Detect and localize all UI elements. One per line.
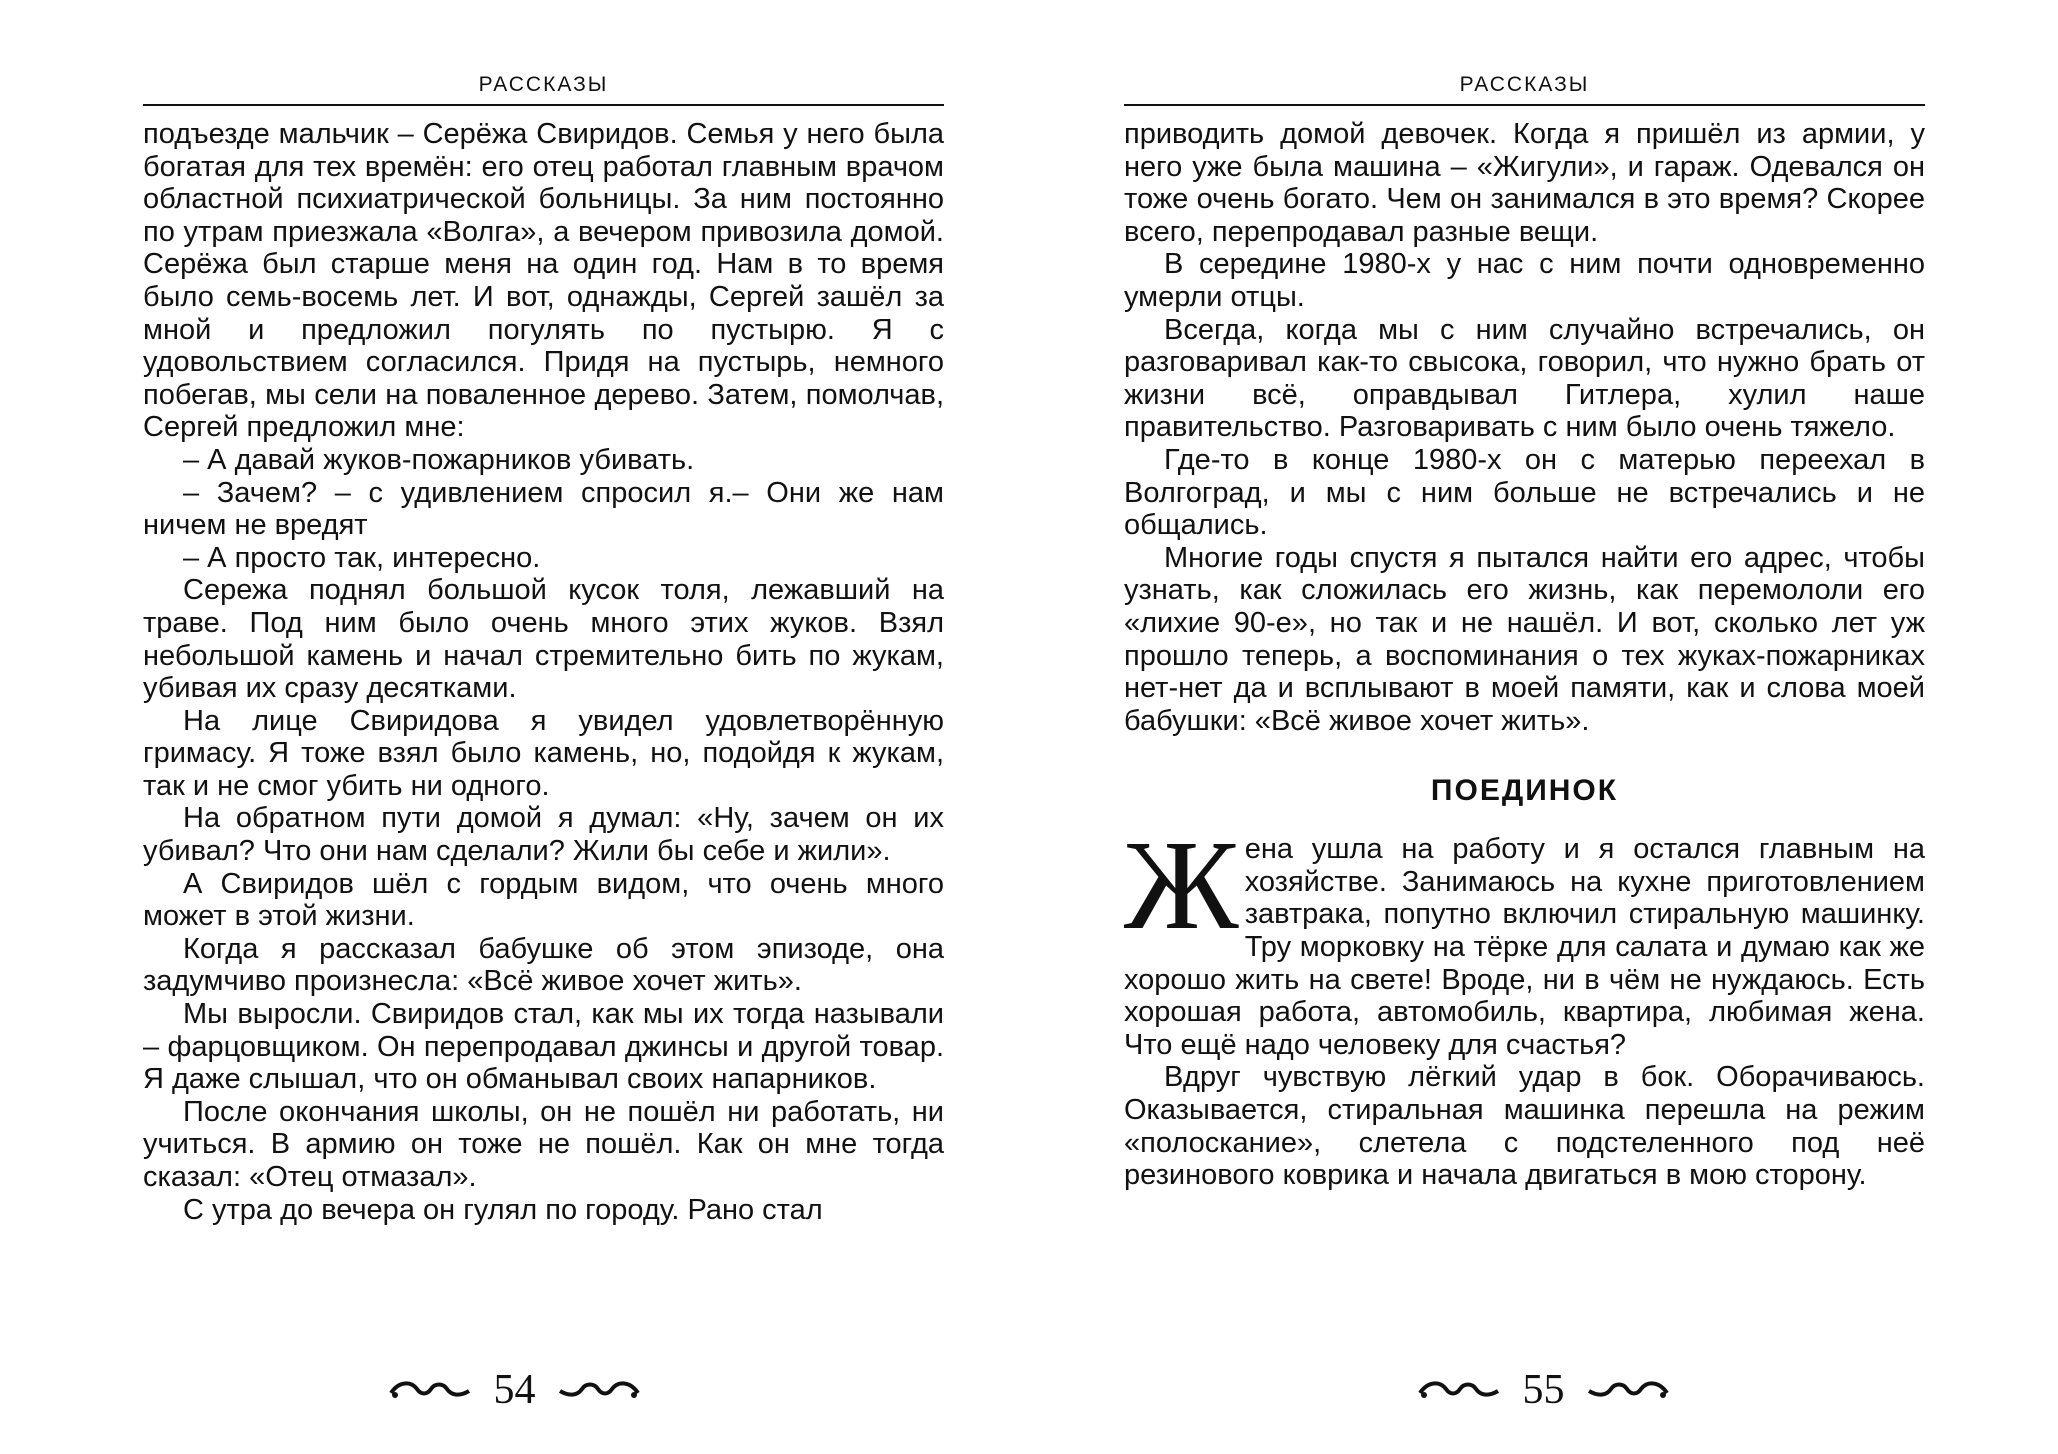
paragraph: Многие годы спустя я пытался найти его адрес, чтобы узнать, как сложилась его жизнь, как перемололи его «лихие 90-е», но так и не нашёл. И вот, сколько лет уж прошло теперь, а воспоминания о тех жуках-пожарниках нет-нет да и всплывают в моей памяти, как и слова моей бабушки: «Всё живое хочет жить». [1124,541,1925,737]
paragraph: подъезде мальчик – Серёжа Свиридов. Семья у него была богатая для тех времён: его отец работал главным врачом областной психиатрической больницы. За ним постоянно по утрам приезжала «Волга», а вечером привозила домой. Серёжа был старше меня на один год. Нам в то время было семь-восемь лет. И вот, однажды, Сергей зашёл за мной и предложил погулять по пустырю. Я с удовольствием согласился. Придя на пустырь, немного побегав, мы сели на поваленное дерево. Затем, помолчав, Сергей предложил мне: [143,118,944,444]
paragraph: – Зачем? – с удивлением спросил я.– Они же нам ничем не вредят [143,476,944,542]
page-footer [1029,1362,2058,1415]
paragraph: В середине 1980-х у нас с ним почти одновременно умерли отцы. [1124,248,1925,313]
paragraph: приводить домой девочек. Когда я пришёл из армии, у него уже была машина – «Жигули», и гараж. Одевался он тоже очень богато. Чем он занимался в это время? Скорее всего, перепродавал разные вещи. [1124,118,1925,248]
running-header: РАССКАЗЫ [143,70,944,106]
page-number: 55 [1522,1367,1565,1414]
paragraph: С утра до вечера он гулял по городу. Рано стал [183,1193,823,1226]
paragraph: Когда я рассказал бабушке об этом эпизоде, она задумчиво произнесла: «Всё живое хочет жить». [143,932,944,998]
running-header: РАССКАЗЫ [1124,70,1925,106]
scroll-ornament-icon [556,1377,640,1403]
paragraph: Сережа поднял большой кусок толя, лежавший на траве. Под ним было очень много этих жуков. Взял небольшой камень и начал стремительно бить по жукам, убивая их сразу десятками. [143,574,944,705]
page-footer [0,1362,1029,1415]
paragraph: – А просто так, интересно. [183,541,541,574]
scroll-ornament-icon [1418,1377,1502,1403]
section-title: ПОЕДИНОК [1430,774,1619,808]
paragraph: Вдруг чувствую лёгкий удар в бок. Оборачиваюсь. Оказывается, стиральная машинка перешла на режим «полоскание», слетела с подстеленного под неё резинового коврика и начала двигаться в мою сторону. [1124,1061,1925,1192]
right-page [1029,0,2058,1454]
drop-cap: Ж [1124,814,1239,957]
paragraph-with-dropcap [1124,814,1925,1061]
paragraph: – А давай жуков-пожарников убивать. [183,443,695,476]
paragraph: А Свиридов шёл с гордым видом, что очень много может в этой жизни. [143,867,944,933]
scroll-ornament-icon [389,1377,473,1403]
paragraph-text: ена ушла на работу и я остался главным на хозяйстве. Занимаюсь на кухне приготовлением завтрака, попутно включил стиральную машинку. Тру морковку на тёрке для салата и думаю как же хорошо жить на свете! Вроде, ни в чём не нуждаюсь. Есть хорошая работа, автомобиль, квартира, любимая жена. Что ещё надо человеку для счастья? [1124,833,1925,1061]
paragraph: Всегда, когда мы с ним случайно встречались, он разговаривал как-то свысока, говорил, что нужно брать от жизни всё, оправдывал Гитлера, хулил наше правительство. Разговаривать с ним было очень тяжело. [1124,313,1925,444]
paragraph: Где-то в конце 1980-х он с матерью переехал в Волгоград, и мы с ним больше не встречались и не общались. [1124,443,1925,542]
page-text [143,118,944,1226]
page-number: 54 [493,1367,536,1414]
paragraph: На обратном пути домой я думал: «Ну, зачем он их убивал? Что они нам сделали? Жили бы себе и жили». [143,802,944,868]
paragraph: Мы выросли. Свиридов стал, как мы их тогда называли – фарцовщиком. Он перепродавал джинсы и другой товар. Я даже слышал, что он обманывал своих напарников. [143,998,944,1096]
scroll-ornament-icon [1585,1377,1669,1403]
page-text [1124,118,1925,1192]
paragraph: После окончания школы, он не пошёл ни работать, ни учиться. В армию он тоже не пошёл. Как он мне тогда сказал: «Отец отмазал». [143,1095,944,1193]
paragraph: На лице Свиридова я увидел удовлетворённую гримасу. Я тоже взял было камень, но, подойдя к жукам, так и не смог убить ни одного. [143,704,944,802]
